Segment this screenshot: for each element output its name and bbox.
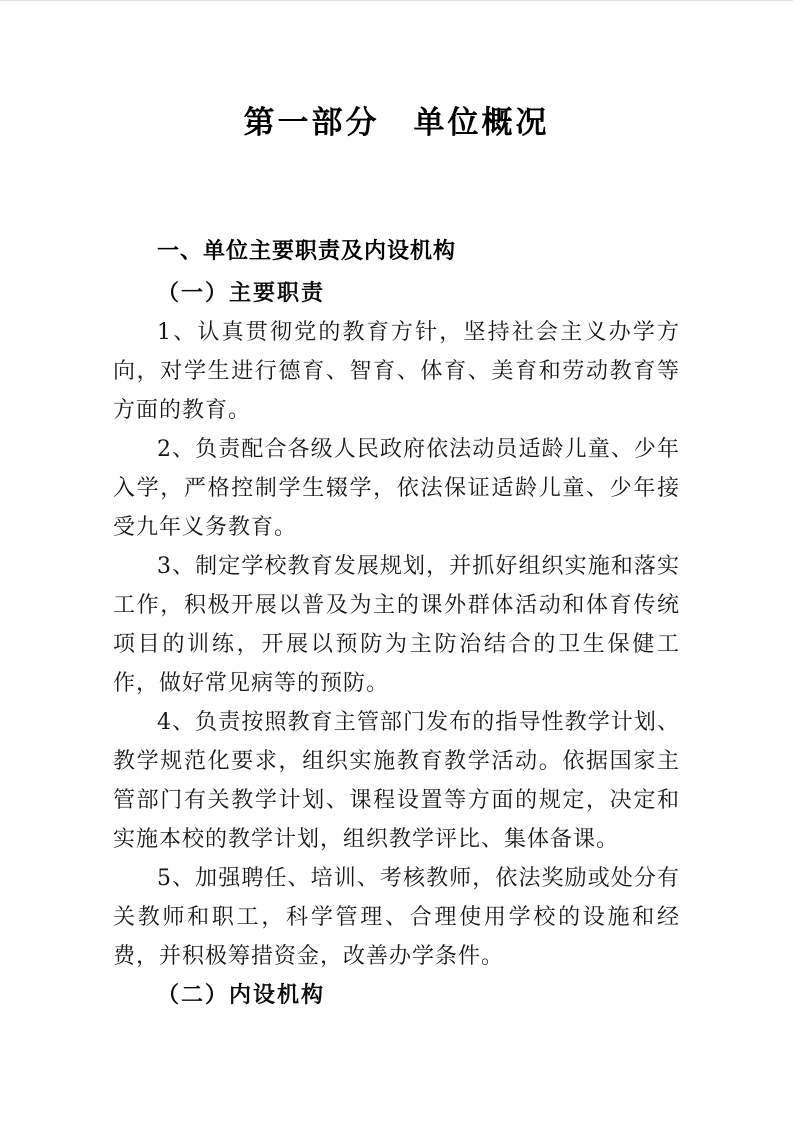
paragraph-duty-5: 5、加强聘任、培训、考核教师，依法奖励或处分有关教师和职工，科学管理、合理使用学校的设施和经费，并积极筹措资金，改善办学条件。 (113, 866, 680, 969)
document-title: 第一部分 单位概况 (243, 105, 550, 141)
paragraph-duty-3: 3、制定学校教育发展规划，并抓好组织实施和落实工作，积极开展以普及为主的课外群体活动和体育传统项目的训练，开展以预防为主防治结合的卫生保健工作，做好常见病等的预防。 (113, 554, 680, 696)
paragraph-duty-1: 1、认真贯彻党的教育方针，坚持社会主义办学方向，对学生进行德育、智育、体育、美育和劳动教育等方面的教育。 (113, 320, 680, 423)
subsection-heading-internal-orgs: （二）内设机构 (157, 982, 326, 1008)
section-heading: 一、单位主要职责及内设机构 (157, 239, 457, 264)
paragraph-duty-2: 2、负责配合各级人民政府依法动员适龄儿童、少年入学，严格控制学生辍学，依法保证适龄儿童、少年接受九年义务教育。 (113, 437, 680, 540)
paragraph-duty-4: 4、负责按照教育主管部门发布的指导性教学计划、教学规范化要求，组织实施教育教学活动。依据国家主管部门有关教学计划、课程设置等方面的规定，决定和实施本校的教学计划，组织教学评比、集体备课。 (113, 710, 680, 852)
document-body (113, 230, 680, 1015)
subsection-heading-main-duties: （一）主要职责 (157, 280, 326, 306)
